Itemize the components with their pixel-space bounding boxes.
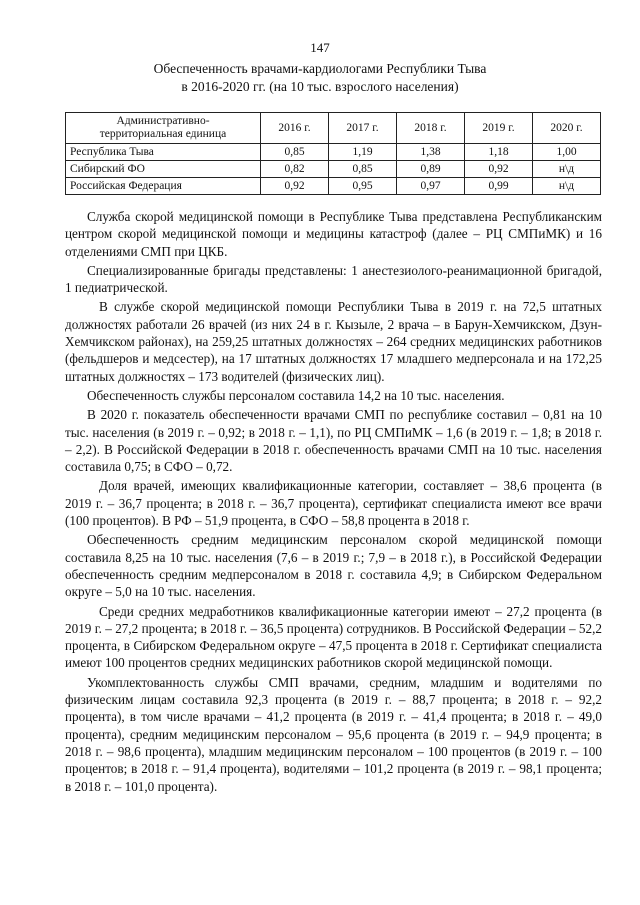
year-header: 2018 г. xyxy=(397,113,465,144)
region-cell: Российская Федерация xyxy=(66,178,261,195)
title-line-1: Обеспеченность врачами-кардиологами Республики Тыва xyxy=(153,61,487,76)
value-cell: 0,92 xyxy=(465,161,533,178)
value-cell: н\д xyxy=(533,178,601,195)
table-title xyxy=(0,60,640,96)
region-cell: Республика Тыва xyxy=(66,144,261,161)
paragraph: Обеспеченность средним медицинским персоналом скорой медицинской помощи составила 8,25 на 10 тыс. населения (7,6 – в 2019 г.; 7,9 – в 2018 г.), в Российской Федерации обеспеченность средним медперсоналом в 2018 г. составила 4,9; в Сибирском Федеральном округе – 5,0 на 10 тыс. населения. xyxy=(65,532,602,600)
body-text xyxy=(65,208,602,797)
paragraph: В 2020 г. показатель обеспеченности врачами СМП по республике составил – 0,81 на 10 тыс. населения (в 2019 г. – 0,92; в 2018 г. – 1,1), по РЦ СМПиМК – 1,6 (в 2019 г. – 1,8; в 2018 г. – 2,2). В Российской Федерации в 2018 г. обеспеченность врачами СМП на 10 тыс. населения составила 0,75; в СФО – 0,72. xyxy=(65,407,602,475)
paragraph: Специализированные бригады представлены: 1 анестезиолого-реанимационной бригадой, 1 педиатрической. xyxy=(65,262,602,296)
value-cell: 0,99 xyxy=(465,178,533,195)
cardiologists-table xyxy=(65,112,601,195)
paragraph: Доля врачей, имеющих квалификационные категории, составляет – 38,6 процента (в 2019 г. – 36,7 процента; в 2018 г. – 36,7 процента), сертификат специалиста имеют все врачи (100 процентов). В РФ – 51,9 процента, в СФО – 58,8 процента в 2018 г. xyxy=(65,478,602,529)
value-cell: 0,82 xyxy=(261,161,329,178)
year-header: 2017 г. xyxy=(329,113,397,144)
table-row xyxy=(66,144,601,161)
paragraph: Обеспеченность службы персоналом составила 14,2 на 10 тыс. населения. xyxy=(87,387,505,403)
value-cell: 1,19 xyxy=(329,144,397,161)
paragraph: В службе скорой медицинской помощи Республики Тыва в 2019 г. на 72,5 штатных должностях работали 26 врачей (из них 24 в г. Кызыле, 2 врача – в Барун-Хемчикском, Дзун-Хемчикском районах), на 259,25 штатных должностях – 264 средних медицинских работников (фельдшеров и медсестер), на 17 штатных должностях 17 младшего медперсонала и на 172,25 штатных должностях – 173 водителей (физических лиц). xyxy=(65,299,602,384)
value-cell: н\д xyxy=(533,161,601,178)
table-header-row xyxy=(66,113,601,144)
paragraph: Укомплектованность службы СМП врачами, средним, младшим и водителями по физическим лицам составила 92,3 процента (в 2019 г. – 88,7 процента; в 2018 г. – 92,2 процента), в том числе врачами – 41,2 процента (в 2019 г. – 41,4 процента; в 2018 г. – 49,0 процента), средним медицинским персоналом – 95,6 процента (в 2019 г. – 94,9 процента; в 2018 г. – 98,6 процента), младшим медицинским персоналом – 100 процентов (в 2019 г. – 100 процентов; в 2018 г. – 91,4 процента), водителями – 101,2 процента (в 2019 г. – 98,1 процента; в 2018 г. – 101,0 процента). xyxy=(65,674,602,794)
value-cell: 0,85 xyxy=(329,161,397,178)
year-header: 2019 г. xyxy=(465,113,533,144)
value-cell: 0,89 xyxy=(397,161,465,178)
page-number: 147 xyxy=(310,40,330,55)
value-cell: 1,18 xyxy=(465,144,533,161)
paragraph: Среди средних медработников квалификационные категории имеют – 27,2 процента (в 2019 г. – 27,2 процента; в 2018 г. – 36,5 процента) сотрудников. В Российской Федерации – 52,2 процента, в Сибирском Федеральном округе – 47,5 процента в 2018 г. Сертификат специалиста имеют 100 процентов средних медицинских работников скорой медицинской помощи. xyxy=(65,603,602,671)
value-cell: 1,00 xyxy=(533,144,601,161)
region-header-line-1: Административно- xyxy=(116,115,210,127)
table-row xyxy=(66,178,601,195)
region-cell: Сибирский ФО xyxy=(66,161,261,178)
year-header: 2016 г. xyxy=(261,113,329,144)
region-column-header xyxy=(66,113,261,144)
region-header-line-2: территориальная единица xyxy=(99,128,227,140)
year-header: 2020 г. xyxy=(533,113,601,144)
table-row xyxy=(66,161,601,178)
value-cell: 0,97 xyxy=(397,178,465,195)
value-cell: 1,38 xyxy=(397,144,465,161)
title-line-2: в 2016-2020 гг. (на 10 тыс. взрослого населения) xyxy=(181,79,459,94)
value-cell: 0,95 xyxy=(329,178,397,195)
value-cell: 0,92 xyxy=(261,178,329,195)
value-cell: 0,85 xyxy=(261,144,329,161)
paragraph: Служба скорой медицинской помощи в Республике Тыва представлена Республиканским центром скорой медицинской помощи и медицины катастроф (далее – РЦ СМПиМК) и 16 отделениями СМП при ЦКБ. xyxy=(65,209,602,259)
